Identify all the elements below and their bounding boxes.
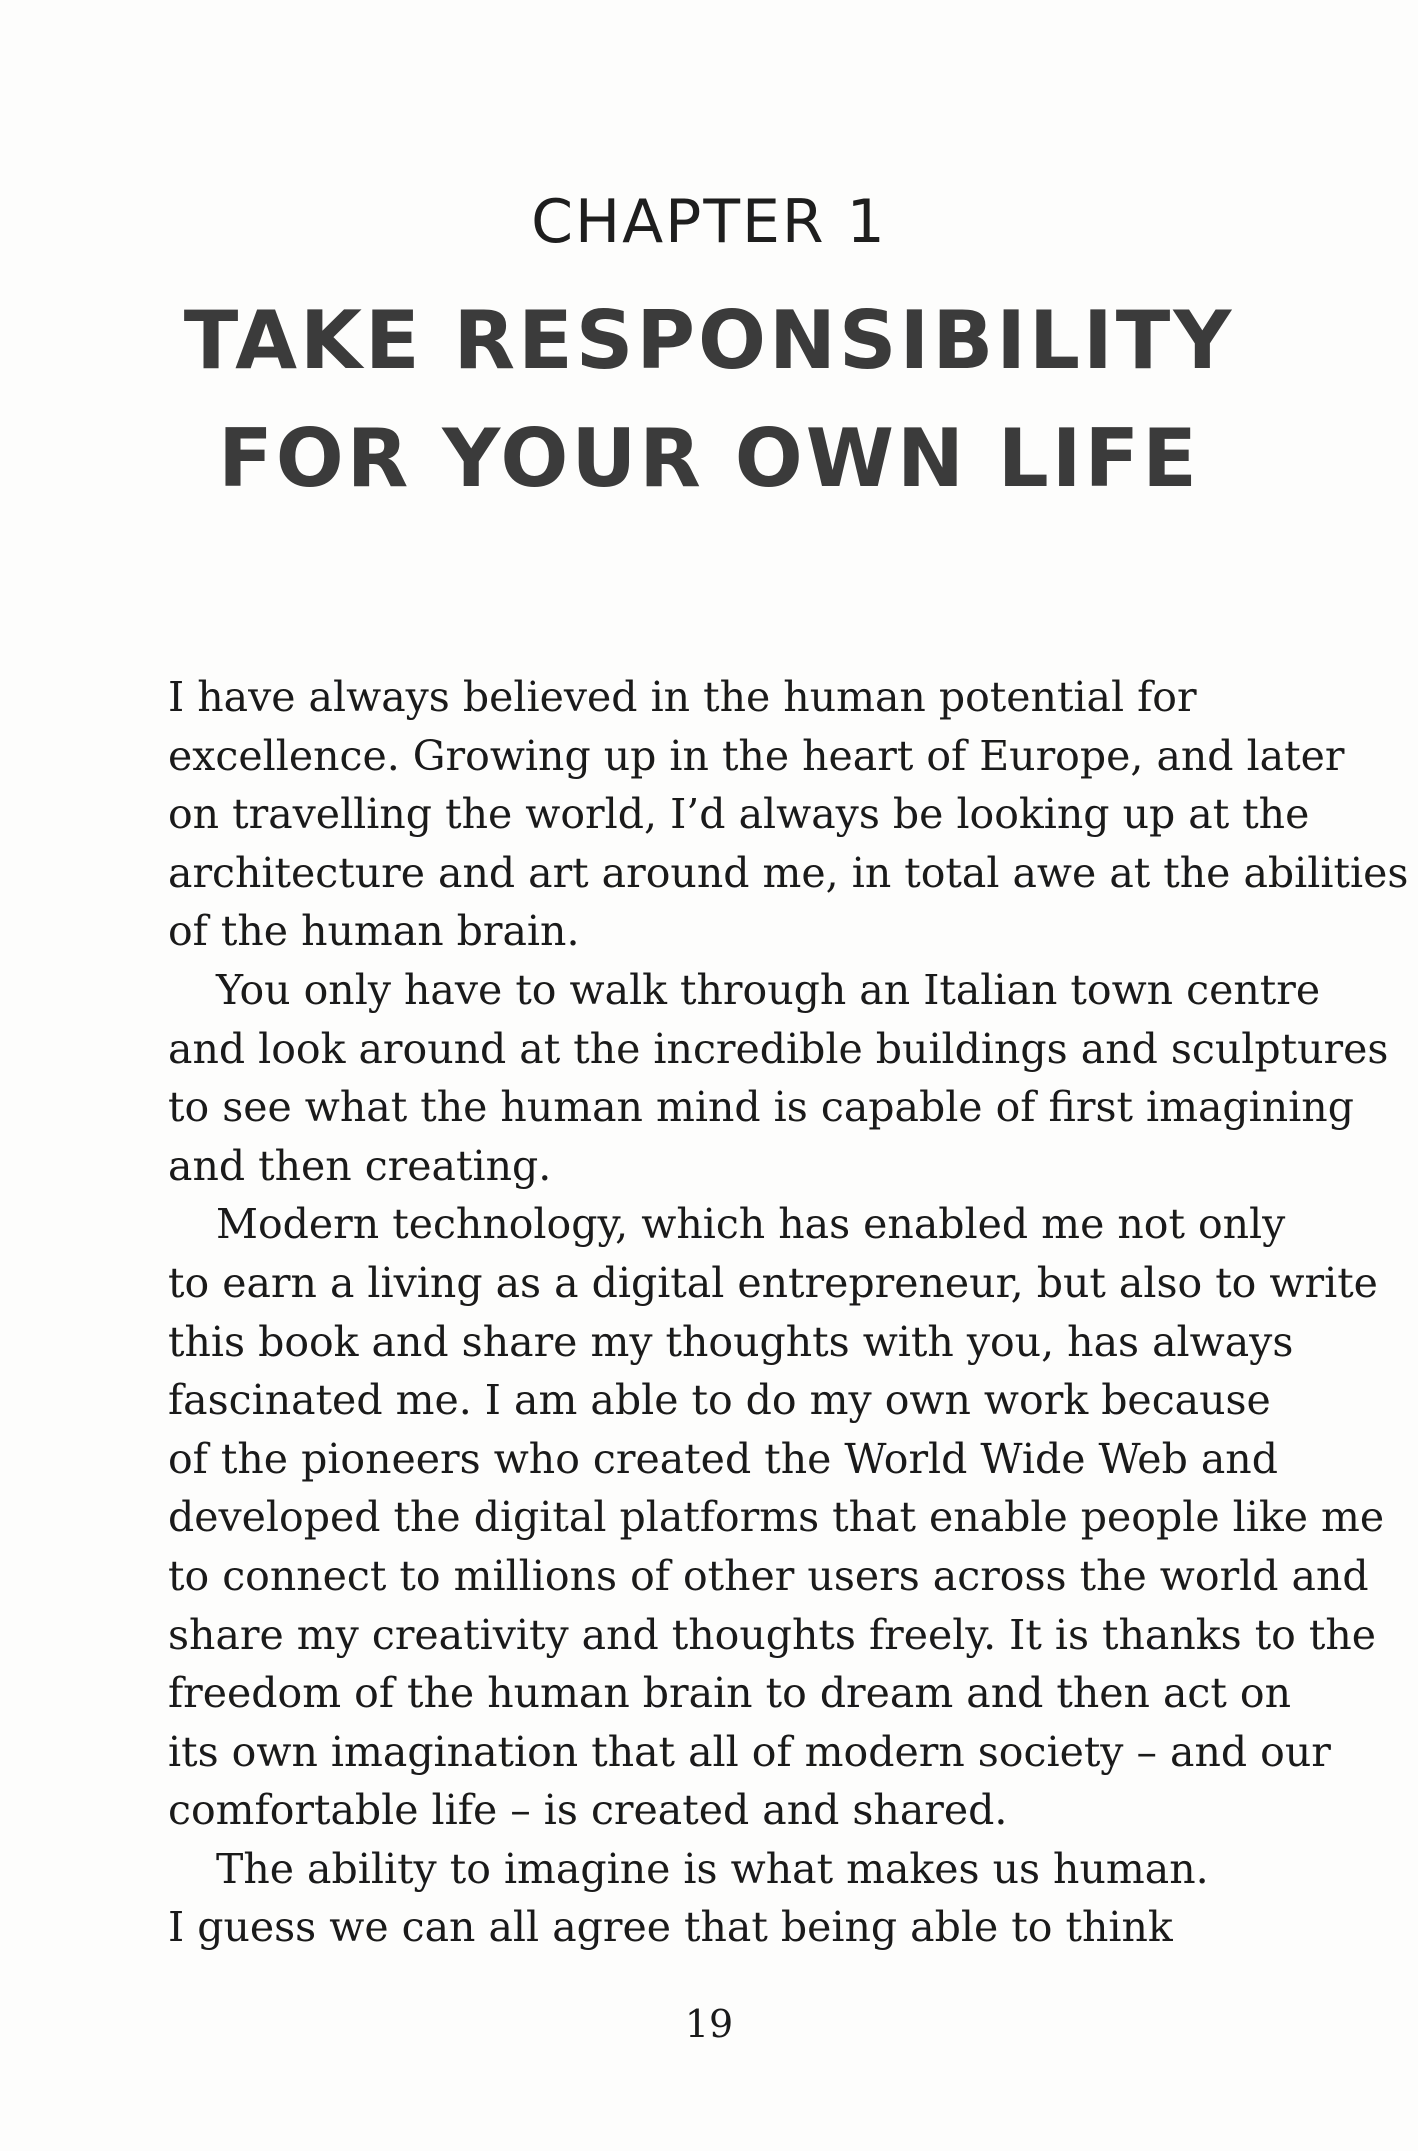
text-line: and look around at the incredible buildings and sculptures <box>168 1024 1389 1073</box>
chapter-title-line: FOR YOUR OWN LIFE <box>218 412 1200 505</box>
page-number: 19 <box>684 2002 734 2046</box>
paragraph <box>168 1840 1278 1957</box>
text-line: architecture and art around me, in total awe at the abilities <box>168 848 1409 897</box>
text-line: of the human brain. <box>168 907 580 956</box>
text-line: I have always believed in the human potential for <box>168 673 1197 721</box>
text-line: to earn a living as a digital entrepreneur, but also to write <box>168 1258 1378 1307</box>
body-text <box>168 668 1409 1957</box>
text-line: You only have to walk through an Italian town centre <box>216 965 1321 1014</box>
text-line: to see what the human mind is capable of first imagining <box>168 1083 1354 1132</box>
paragraph <box>168 1195 1385 1840</box>
chapter-title-line: TAKE RESPONSIBILITY <box>183 294 1235 387</box>
text-line: fascinated me. I am able to do my own work because <box>168 1376 1271 1425</box>
text-line: to connect to millions of other users across the world and <box>168 1551 1369 1600</box>
text-line: comfortable life – is created and shared. <box>168 1786 1008 1835</box>
text-line: The ability to imagine is what makes us human. <box>216 1844 1209 1893</box>
text-line: its own imagination that all of modern society – and our <box>168 1727 1331 1776</box>
text-line: I guess we can all agree that being able to think <box>168 1903 1173 1952</box>
text-line: on travelling the world, I’d always be looking up at the <box>168 790 1310 839</box>
text-line: freedom of the human brain to dream and then act on <box>168 1669 1291 1718</box>
text-line: excellence. Growing up in the heart of Europe, and later <box>168 731 1345 780</box>
text-line: Modern technology, which has enabled me not only <box>216 1200 1286 1249</box>
text-line: share my creativity and thoughts freely. It is thanks to the <box>168 1610 1377 1659</box>
text-line: and then creating. <box>168 1141 552 1190</box>
text-line: this book and share my thoughts with you, has always <box>168 1317 1294 1366</box>
chapter-label: CHAPTER 1 <box>531 187 887 257</box>
paragraph <box>168 668 1409 961</box>
text-line: developed the digital platforms that enable people like me <box>168 1493 1385 1542</box>
paragraph <box>168 961 1389 1195</box>
chapter-title <box>0 282 1418 518</box>
text-line: of the pioneers who created the World Wide Web and <box>168 1434 1278 1483</box>
